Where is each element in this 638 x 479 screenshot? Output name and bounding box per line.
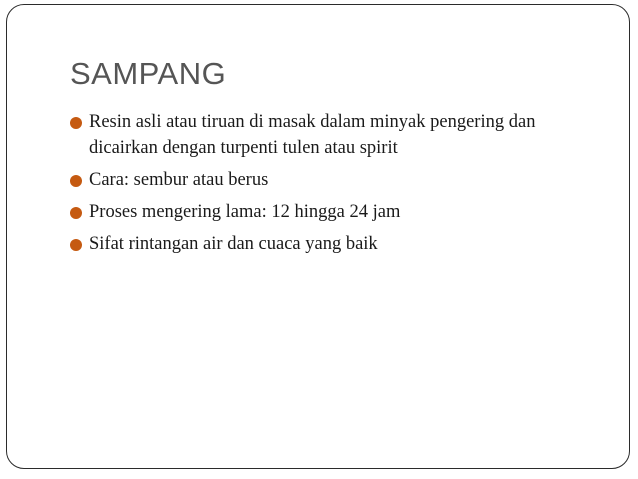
bullet-item <box>70 109 590 161</box>
bullet-item <box>70 167 590 193</box>
slide-title: SAMPANG <box>70 56 227 91</box>
bullet-dot-icon <box>70 117 82 129</box>
bullet-text: Proses mengering lama: 12 hingga 24 jam <box>89 202 401 222</box>
bullet-item <box>70 231 590 257</box>
bullet-text: Cara: sembur atau berus <box>89 170 269 190</box>
bullet-text: Sifat rintangan air dan cuaca yang baik <box>89 234 378 254</box>
bullet-item <box>70 199 590 225</box>
bullet-dot-icon <box>70 239 82 251</box>
bullet-dot-icon <box>70 207 82 219</box>
bullet-text: Resin asli atau tiruan di masak dalam minyak pengering dan dicairkan dengan turpenti tulen atau spirit <box>89 112 536 158</box>
bullet-list <box>70 109 590 263</box>
bullet-dot-icon <box>70 175 82 187</box>
